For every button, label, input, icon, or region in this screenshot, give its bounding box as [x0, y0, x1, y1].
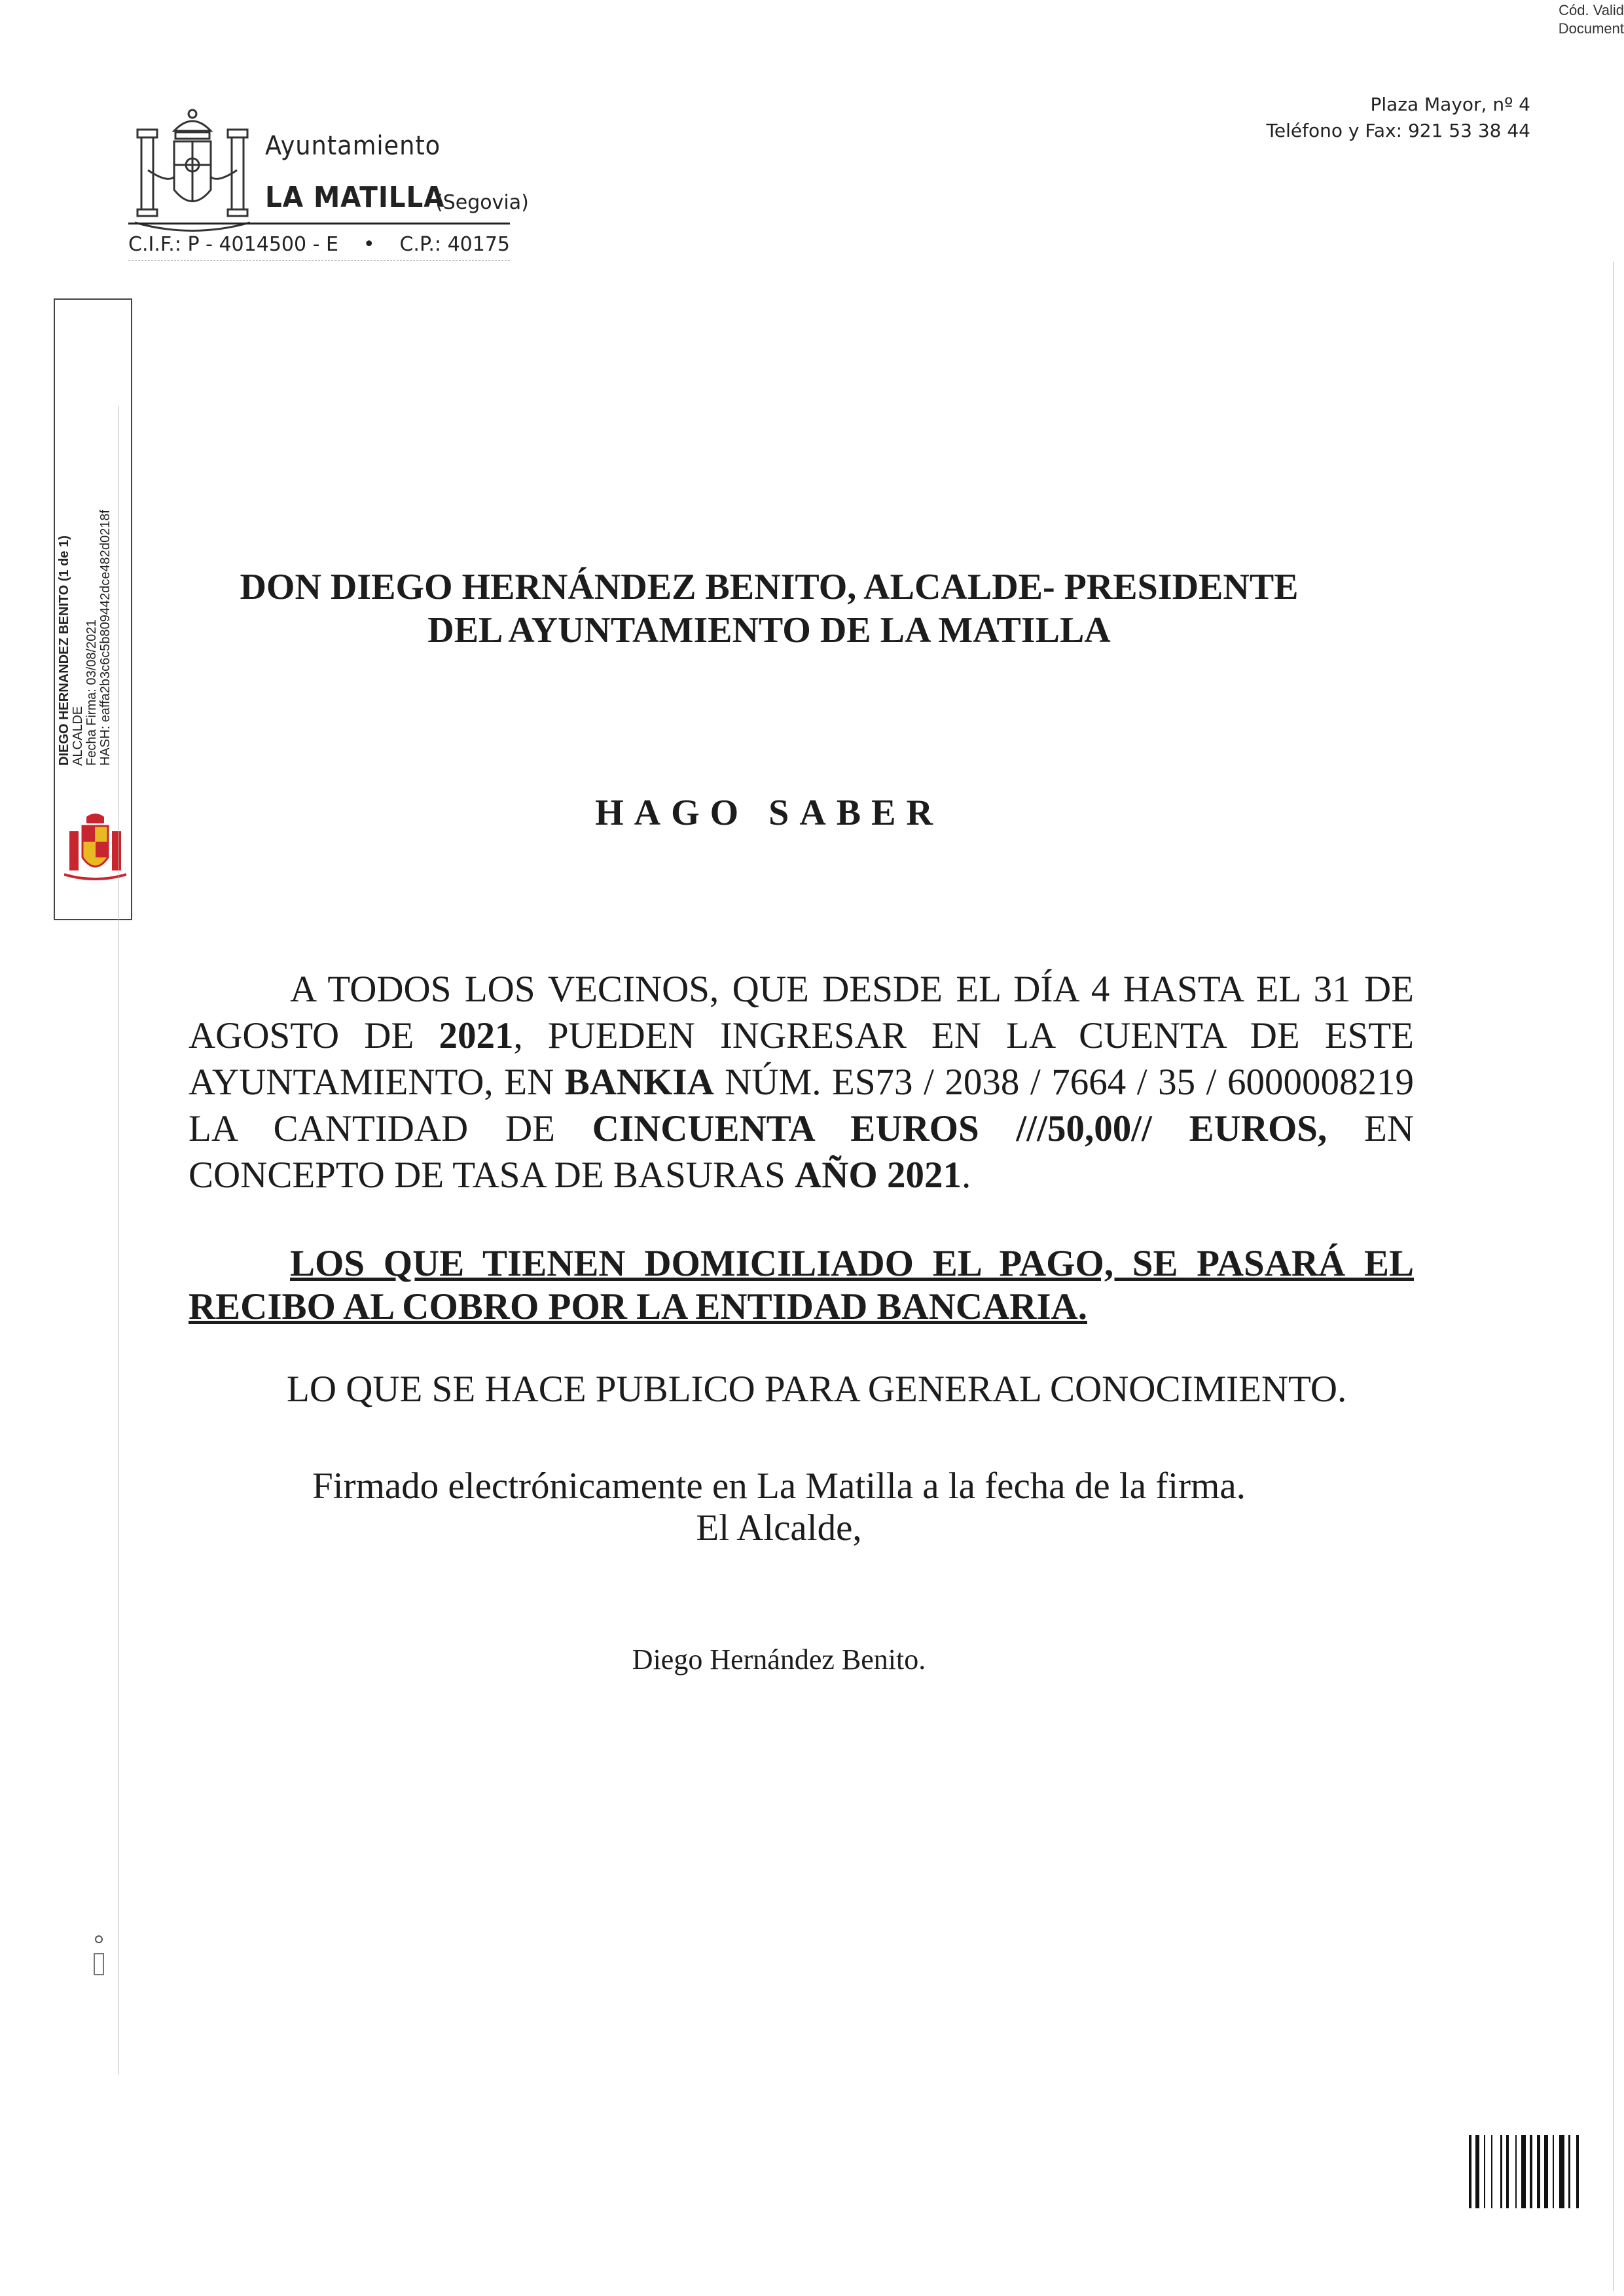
barcode-bar — [1530, 2135, 1532, 2208]
org-name: LA MATILLA — [265, 181, 445, 214]
barcode-bar — [1469, 2135, 1471, 2208]
signature-hash: HASH: eaffa2b3c6c5b809442dce482d0218f — [98, 509, 113, 766]
validation-code-label — [1559, 1, 1624, 38]
validation-code-line2: Document — [1558, 20, 1624, 37]
header-dashed-divider — [128, 260, 510, 261]
phone-fax-line: Teléfono y Fax: 921 53 38 44 — [1266, 120, 1530, 141]
scan-mark-icon — [92, 1934, 106, 1980]
cif-number: C.I.F.: P - 4014500 - E — [128, 233, 338, 256]
address-line: Plaza Mayor, nº 4 — [1370, 94, 1530, 115]
signatory-name: Diego Hernández Benito. — [632, 1643, 926, 1676]
direct-debit-notice: LOS QUE TIENEN DOMICILIADO EL PAGO, SE PASARÁ EL RECIBO AL COBRO POR LA ENTIDAD BANCARIA. — [189, 1243, 1414, 1327]
signer-name: DIEGO HERNANDEZ BENITO (1 de 1) — [57, 535, 71, 766]
e-signature-text — [58, 484, 130, 766]
barcode-bar — [1544, 2135, 1548, 2208]
amount-bold: CINCUENTA EUROS ///50,00// EUROS, — [592, 1108, 1327, 1149]
barcode-bar — [1506, 2135, 1509, 2208]
payment-notice-paragraph — [189, 966, 1414, 1198]
barcode-bar — [1521, 2135, 1526, 2208]
validation-code-line1: Cód. Valid — [1559, 2, 1624, 18]
tax-id-line — [128, 233, 510, 256]
text-span: , PUEDEN INGRESAR EN LA CUENTA DE ESTE AYUNTAMIENTO, EN — [189, 1015, 1415, 1103]
org-label: Ayuntamiento — [265, 131, 441, 161]
signer-role: ALCALDE — [71, 706, 85, 766]
barcode-bar — [1537, 2135, 1540, 2208]
org-province: (Segovia) — [435, 191, 529, 214]
spain-seal-icon — [64, 812, 126, 880]
mayor-label: El Alcalde, — [696, 1507, 862, 1549]
contact-address — [1267, 92, 1530, 144]
scan-edge-line — [1613, 262, 1614, 2291]
account-number: NÚM. ES73 / 2038 / 7664 / 35 / 6000008219 LA CANTIDAD DE — [189, 1062, 1415, 1149]
postal-code: C.P.: 40175 — [399, 233, 510, 256]
barcode-bar — [1553, 2135, 1554, 2208]
title-line-1: DON DIEGO HERNÁNDEZ BENITO, ALCALDE- PRESIDENTE — [240, 567, 1299, 607]
announcement-heading: HAGO SABER — [595, 793, 943, 833]
page-title — [164, 565, 1375, 652]
barcode-bar — [1515, 2135, 1517, 2208]
barcode — [1469, 2135, 1624, 2208]
year-bold: 2021 — [439, 1015, 514, 1056]
barcode-bar — [1559, 2135, 1564, 2208]
barcode-bar — [1576, 2135, 1579, 2208]
barcode-bar — [1568, 2135, 1570, 2208]
barcode-bar — [1491, 2135, 1492, 2208]
title-line-2: DEL AYUNTAMIENTO DE LA MATILLA — [427, 610, 1111, 651]
bullet-separator: • — [363, 233, 375, 256]
barcode-bar — [1484, 2135, 1485, 2208]
year-label-bold: AÑO 2021 — [795, 1155, 962, 1196]
signature-date: Fecha Firma: 03/08/2021 — [84, 619, 99, 766]
barcode-bar — [1475, 2135, 1479, 2208]
bank-name: BANKIA — [564, 1062, 714, 1103]
publication-notice: LO QUE SE HACE PUBLICO PARA GENERAL CONOCIMIENTO. — [287, 1369, 1347, 1410]
header-divider — [128, 223, 510, 224]
signed-electronically-line: Firmado electrónicamente en La Matilla a la fecha de la firma. — [312, 1465, 1246, 1507]
text-span: EN CONCEPTO DE TASA DE BASURAS — [189, 1108, 1414, 1196]
coat-of-arms-logo — [128, 105, 257, 242]
barcode-bar — [1500, 2135, 1502, 2208]
text-span: A TODOS LOS VECINOS, QUE DESDE EL DÍA 4 HASTA EL 31 DE AGOSTO DE — [189, 969, 1414, 1056]
text-span: . — [962, 1155, 971, 1196]
